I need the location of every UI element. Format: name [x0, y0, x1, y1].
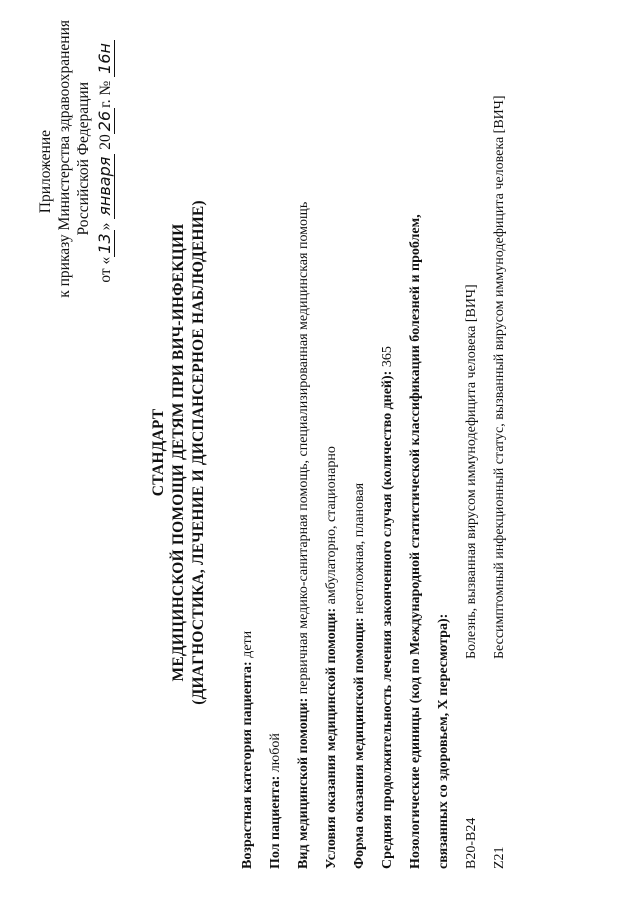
field-value: любой	[268, 733, 283, 776]
icd-code: Z21	[492, 846, 507, 869]
nosology-line-2: связанных со здоровьем, X пересмотра):	[436, 613, 451, 869]
nosology-heading	[409, 214, 423, 869]
number-prefix: г. №	[97, 80, 114, 108]
standard-heading: СТАНДАРТ	[150, 408, 167, 497]
icd-code: B20-B24	[464, 817, 479, 869]
handwritten-order-number: 16н	[95, 40, 115, 77]
icd-description: Болезнь, вызванная вирусом иммунодефицита человека [ВИЧ]	[464, 284, 479, 659]
field-label: Форма оказания медицинской помощи:	[352, 617, 367, 869]
nosology-heading-cont	[437, 614, 451, 869]
handwritten-year: 26	[95, 108, 115, 134]
approval-date-line	[97, 40, 114, 283]
handwritten-day: 13	[95, 230, 115, 256]
field-label: Средняя продолжительность лечения законченного случая (количество дней):	[380, 370, 395, 869]
code-row	[492, 95, 507, 869]
field-treatment-duration	[381, 346, 395, 869]
field-age-category	[241, 631, 255, 869]
field-value: неотложная, плановая	[352, 482, 367, 618]
field-care-form	[353, 483, 367, 869]
field-patient-sex	[269, 733, 283, 869]
code-row	[464, 284, 479, 869]
standard-subtitle: (ДИАГНОСТИКА, ЛЕЧЕНИЕ И ДИСПАНСЕРНОЕ НАБЛЮДЕНИЕ)	[190, 200, 207, 705]
nosology-line-1: Нозологические единицы (код по Международной статистической классификации болезней и проблем,	[408, 214, 423, 869]
field-value: дети	[240, 630, 255, 662]
field-label: Вид медицинской помощи:	[296, 697, 311, 869]
standard-title: МЕДИЦИНСКОЙ ПОМОЩИ ДЕТЯМ ПРИ ВИЧ-ИНФЕКЦИИ	[170, 223, 187, 682]
date-mid: »	[97, 218, 114, 231]
icd-description: Бессимптомный инфекционный статус, вызванный вирусом иммунодефицита человека [ВИЧ]	[492, 95, 507, 659]
field-care-type	[297, 202, 311, 869]
field-value: первичная медико-санитарная помощь, специализированная медицинская помощь	[296, 201, 311, 698]
year-prefix: 20	[97, 134, 114, 154]
field-value: 365	[380, 346, 395, 371]
appendix-title: Приложение	[37, 130, 54, 214]
field-label: Условия оказания медицинской помощи:	[324, 607, 339, 869]
handwritten-month: января	[95, 154, 115, 219]
date-prefix: от «	[97, 256, 114, 283]
field-label: Возрастная категория пациента:	[240, 661, 255, 869]
field-label: Пол пациента:	[268, 775, 283, 869]
field-value: амбулаторно, стационарно	[324, 446, 339, 608]
approval-order-line: к приказу Министерства здравоохранения	[56, 20, 73, 298]
approval-country-line: Российской Федерации	[75, 82, 92, 236]
field-care-conditions	[325, 446, 339, 869]
